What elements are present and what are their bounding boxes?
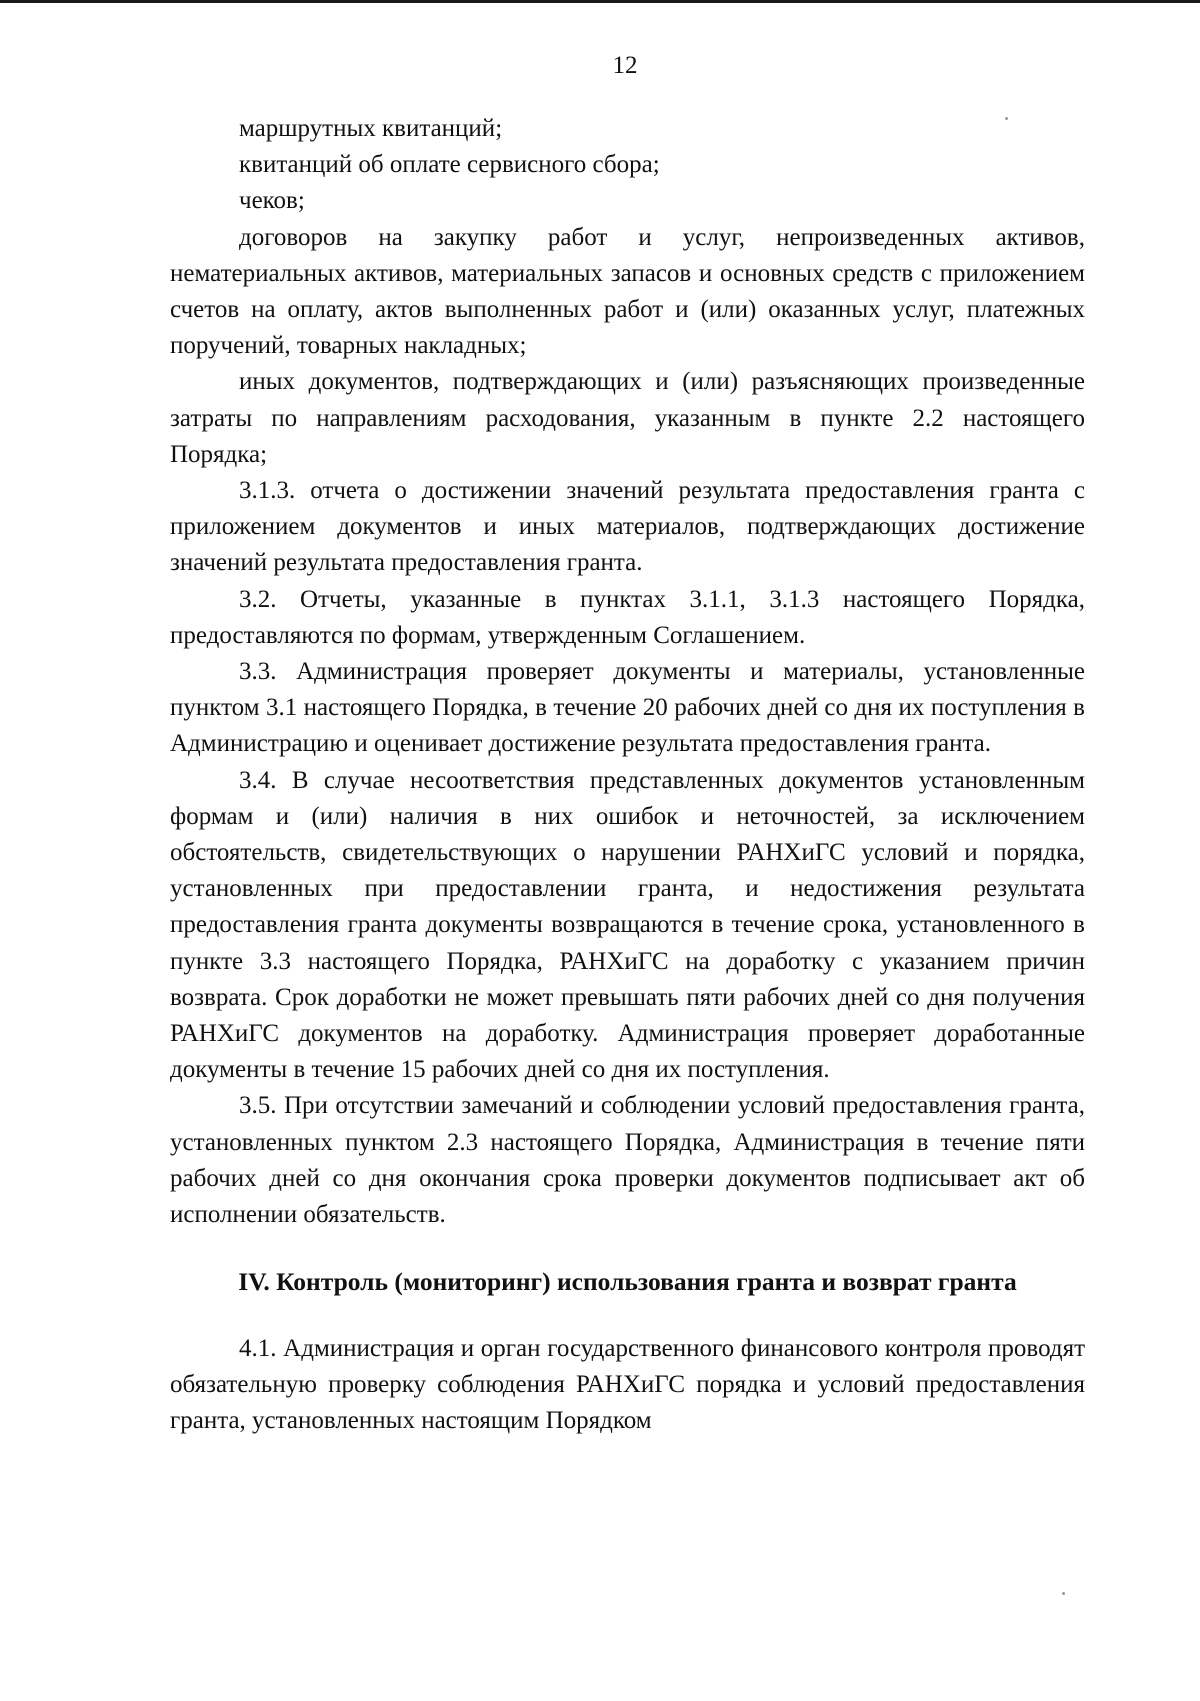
clause-3-5: 3.5. При отсутствии замечаний и соблюдении условий предоставления гранта, установленных пунктом 2.3 настоящего Порядка, Администрация в течение пяти рабочих дней со дня окончания срока проверки документов подписывает акт об исполнении обязательств. bbox=[170, 1092, 1085, 1229]
clause-3-4: 3.4. В случае несоответствия представленных документов установленным формам и (или) наличия в них ошибок и неточностей, за исключением обстоятельств, свидетельствующих о нарушении РАНХиГС условий и порядка, установленных при предоставлении гранта, и недостижения результата предоставления гранта документы возвращаются в течение срока, установленного в пункте 3.3 настоящего Порядка, РАНХиГС на доработку с указанием причин возврата. Срок доработки не может превышать пяти рабочих дней со дня получения РАНХиГС документов на доработку. Администрация проверяет доработанные документы в течение 15 рабочих дней со дня их поступления. bbox=[170, 766, 1085, 1084]
page-number: 12 bbox=[612, 52, 638, 79]
list-item-route-receipts: маршрутных квитанций; bbox=[239, 115, 503, 142]
scan-speck bbox=[1005, 117, 1008, 120]
clause-3-1-3: 3.1.3. отчета о достижении значений результата предоставления гранта с приложением документов и иных материалов, подтверждающих достижение значений результата предоставления гранта. bbox=[170, 477, 1085, 577]
list-item-purchase-contracts: договоров на закупку работ и услуг, непроизведенных активов, нематериальных активов, материальных запасов и основных средств с приложением счетов на оплату, актов выполненных работ и (или) оказанных услуг, платежных поручений, товарных накладных; bbox=[170, 223, 1085, 360]
document-body bbox=[170, 111, 1085, 1439]
top-border-line bbox=[0, 0, 1200, 3]
clause-4-1: 4.1. Администрация и орган государственного финансового контроля проводят обязательную проверку соблюдения РАНХиГС порядка и условий предоставления гранта, установленных настоящим Порядком bbox=[170, 1334, 1085, 1434]
list-item-service-fee-receipts: квитанций об оплате сервисного сбора; bbox=[239, 151, 660, 179]
clause-3-2: 3.2. Отчеты, указанные в пунктах 3.1.1, 3.1.3 настоящего Порядка, предоставляются по формам, утвержденным Соглашением. bbox=[170, 585, 1085, 649]
list-item-checks: чеков; bbox=[239, 187, 305, 215]
list-item-other-documents: иных документов, подтверждающих и (или) разъясняющих произведенные затраты по направлениям расходования, указанным в пункте 2.2 настоящего Порядка; bbox=[170, 368, 1085, 468]
scan-speck bbox=[1062, 1592, 1065, 1595]
section-heading-iv: IV. Контроль (мониторинг) использования гранта и возврат гранта bbox=[238, 1267, 1017, 1297]
clause-3-3: 3.3. Администрация проверяет документы и материалы, установленные пунктом 3.1 настоящего Порядка, в течение 20 рабочих дней со дня их поступления в Администрацию и оценивает достижение результата предоставления гранта. bbox=[170, 658, 1085, 758]
